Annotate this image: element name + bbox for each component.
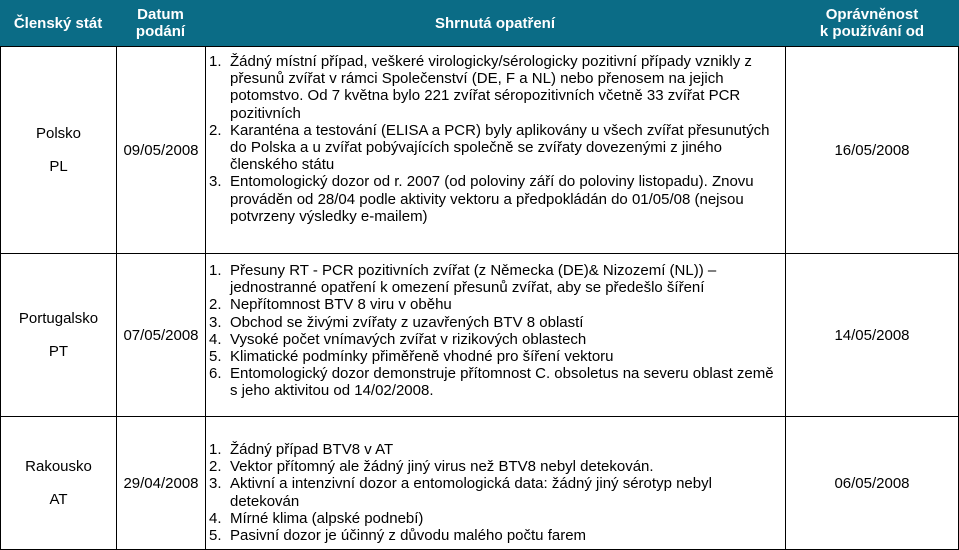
country-code: AT — [49, 491, 68, 508]
item-number: 2. — [209, 458, 222, 476]
country-code: PT — [48, 343, 69, 360]
item-text: Pasivní dozor je účinný z důvodu malého počtu farem — [230, 527, 587, 545]
summary-measures — [206, 53, 778, 225]
item-text: Žádný místní případ, veškeré virologicky/sérologicky pozitivní případy vznikly z přesunů zvířat v rámci Společenství (DE, F a NL) nebo přenosem na jejich potomstvo. Od 7 května bylo 221 zvířat séropozitivních včetně 33 zvířat PCR pozitivních — [230, 53, 752, 122]
item-number: 4. — [209, 330, 222, 348]
item-text: Žádný případ BTV8 v AT — [230, 441, 394, 458]
country-name: Portugalsko — [18, 310, 99, 327]
country-code: PL — [49, 158, 68, 175]
item-text: Karanténa a testování (ELISA a PCR) byly aplikovány u všech zvířat přesunutých do Polska a u zvířat pobývajících společně se zvířaty dovezenými z jiného členského státu — [230, 121, 770, 174]
submission-date-value: 29/04/2008 — [123, 474, 199, 492]
submission-date — [117, 47, 205, 253]
item-text: Nepřítomnost BTV 8 viru v oběhu — [230, 296, 452, 314]
authorization-date-value: 16/05/2008 — [834, 141, 910, 159]
list-item — [206, 348, 778, 365]
list-item — [206, 314, 778, 331]
item-number: 4. — [209, 509, 222, 527]
list-item — [206, 475, 784, 509]
item-text: Obchod se živými zvířaty z uzavřených BTV 8 oblastí — [230, 313, 584, 331]
item-number: 1. — [209, 441, 222, 458]
measures-list — [206, 441, 784, 544]
authorization-date — [786, 47, 958, 253]
item-text: Klimatické podmínky přiměřeně vhodné pro šíření vektoru — [230, 348, 614, 366]
item-text: Aktivní a intenzivní dozor a entomologická data: žádný jiný sérotyp nebyl detekován — [230, 475, 712, 510]
header-summary-label: Shrnutá opatření — [434, 14, 555, 32]
header-authorization-line1: Oprávněnost — [825, 6, 919, 23]
item-number: 2. — [209, 296, 222, 314]
summary-measures — [206, 441, 784, 544]
list-item — [206, 458, 784, 475]
list-item — [206, 262, 778, 296]
item-text: Přesuny RT - PCR pozitivních zvířat (z Německa (DE)& Nizozemí (NL)) – jednostranné opatření k omezení přesunů zvířat, aby se předešlo šíření — [230, 262, 717, 297]
authorization-date — [786, 254, 958, 416]
header-authorization — [785, 0, 959, 46]
authorization-date — [786, 417, 958, 549]
list-item — [206, 53, 778, 122]
list-item — [206, 527, 784, 544]
list-item — [206, 365, 778, 399]
header-member-state — [0, 0, 116, 46]
list-item — [206, 296, 778, 313]
header-summary — [205, 0, 785, 46]
item-number: 1. — [209, 53, 222, 70]
submission-date-value: 07/05/2008 — [123, 326, 199, 344]
item-number: 3. — [209, 313, 222, 331]
header-authorization-line2: k používání od — [819, 23, 925, 40]
header-member-state-label: Členský stát — [13, 14, 103, 32]
item-text: Vektor přítomný ale žádný jiný virus než BTV8 nebyl detekován. — [230, 458, 654, 476]
summary-measures — [206, 262, 778, 400]
submission-date — [117, 417, 205, 549]
list-item — [206, 331, 778, 348]
item-number: 3. — [209, 173, 222, 191]
item-number: 3. — [209, 475, 222, 493]
item-text: Entomologický dozor od r. 2007 (od poloviny září do poloviny listopadu). Znovu prováděn od 28/04 podle aktivity vektoru a předpokládán do 01/05/08 (nejsou potvrzeny výsledky e-mailem) — [230, 173, 754, 225]
header-date — [116, 0, 205, 46]
header-date-line2: podání — [135, 23, 186, 40]
item-number: 5. — [209, 527, 222, 545]
table-row-country — [1, 254, 116, 416]
submission-date — [117, 254, 205, 416]
submission-date-value: 09/05/2008 — [123, 141, 199, 159]
header-date-line1: Datum — [137, 6, 184, 23]
item-text: Entomologický dozor demonstruje přítomnost C. obsoletus na severu oblast země s jeho aktivitou od 14/02/2008. — [230, 365, 774, 400]
table-row-country — [1, 47, 116, 253]
list-item — [206, 122, 778, 174]
item-number: 1. — [209, 262, 222, 279]
measures-list — [206, 53, 778, 225]
list-item — [206, 441, 784, 458]
item-number: 5. — [209, 348, 222, 366]
item-text: Mírné klima (alpské podnebí) — [230, 509, 424, 527]
item-text: Vysoké počet vnímavých zvířat v rizikových oblastech — [230, 330, 587, 348]
country-name: Rakousko — [25, 458, 92, 475]
table-row-country — [1, 417, 116, 549]
item-number: 2. — [209, 121, 222, 139]
authorization-date-value: 06/05/2008 — [834, 474, 910, 492]
list-item — [206, 510, 784, 527]
measures-list — [206, 262, 778, 400]
country-name: Polsko — [35, 125, 82, 142]
authorization-date-value: 14/05/2008 — [834, 326, 910, 344]
list-item — [206, 173, 778, 225]
item-number: 6. — [209, 365, 222, 383]
